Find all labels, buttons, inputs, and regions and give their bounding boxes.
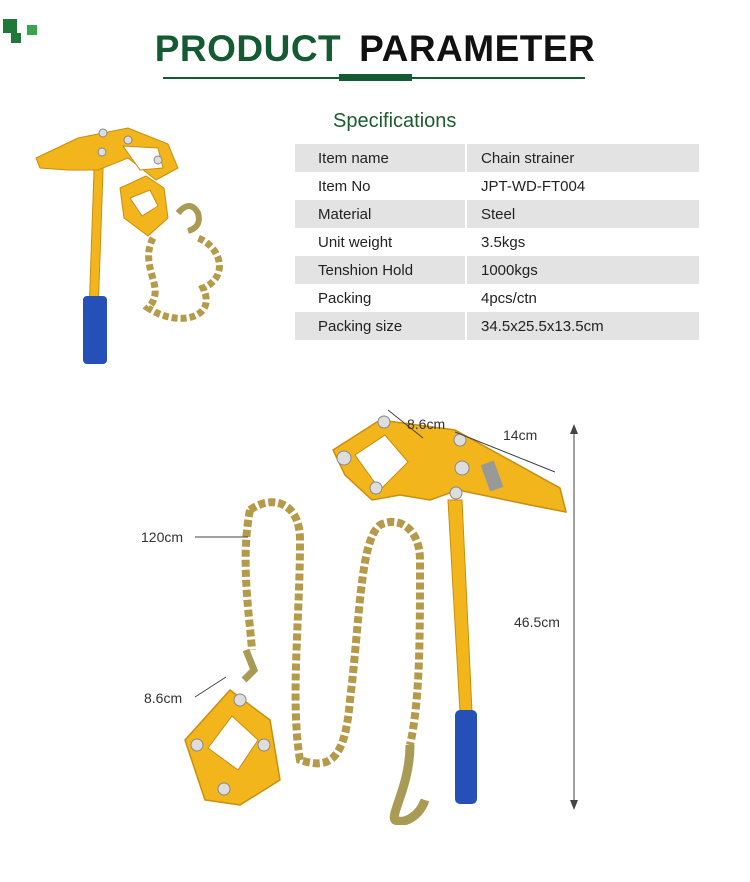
table-row [295, 256, 699, 284]
title-word-parameter: PARAMETER [359, 28, 596, 69]
table-row [295, 312, 699, 340]
product-photo-small [28, 118, 243, 373]
dimension-label-handle: 46.5cm [514, 614, 560, 630]
spec-label: Packing size [295, 312, 465, 340]
dimension-label-jaw-top: 8.6cm [407, 416, 446, 432]
spec-value: 3.5kgs [465, 228, 699, 256]
spec-label: Tenshion Hold [295, 256, 465, 284]
spec-label: Item No [318, 177, 371, 195]
page-title [0, 28, 750, 70]
specifications-heading: Specifications [333, 110, 457, 132]
table-row [295, 284, 699, 312]
title-underline-accent [339, 74, 412, 81]
spec-value: JPT-WD-FT004 [465, 172, 699, 200]
dimension-label-chain: 120cm [141, 529, 184, 545]
spec-value: 4pcs/ctn [465, 284, 699, 312]
spec-value: 34.5x25.5x13.5cm [465, 312, 699, 340]
title-word-product: PRODUCT [154, 28, 342, 69]
spec-label: Packing [318, 289, 372, 307]
spec-label: Material [295, 200, 465, 228]
spec-value: 1000kgs [465, 256, 699, 284]
specifications-table [295, 144, 699, 340]
table-row [295, 228, 699, 256]
table-row [295, 200, 699, 228]
spec-value: Chain strainer [465, 144, 699, 172]
table-row [295, 144, 699, 172]
spec-label: Unit weight [318, 233, 393, 251]
spec-value: Steel [465, 200, 699, 228]
dimension-label-lever: 14cm [503, 427, 538, 443]
dimension-label-jaw-bottom: 8.6cm [144, 690, 183, 706]
table-row [295, 172, 699, 200]
spec-label: Item name [295, 144, 465, 172]
product-dimension-diagram [130, 395, 610, 825]
